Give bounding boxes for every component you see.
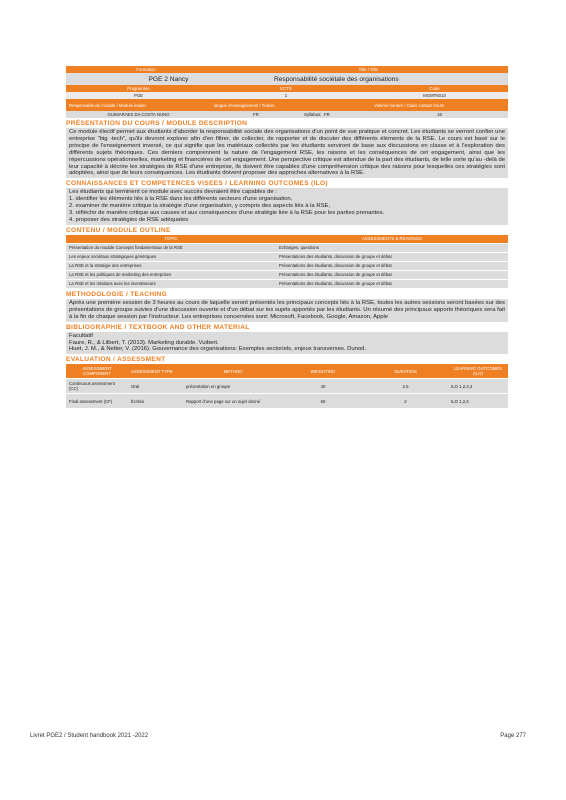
outline-assessment: Présentations des étudiants, discussion de groupe et débat [279, 281, 392, 287]
bibliography-item: Huet, J. M., & Netter, V. (2016). Gouvernance des organisations: Exemples sectoriels, enjeux transverses. Dunod. [69, 346, 367, 353]
outline-heading: CONTENU / MODULE OUTLINE [66, 226, 171, 234]
programme-label: Programme [127, 86, 150, 91]
footer-handbook-label: Livret PGE2 / Student handbook 2021 -2022 [30, 733, 149, 739]
outline-assessment: Echanges, questions [279, 245, 319, 251]
ilo-item: 1. identifier les éléments liés à la RSE dans les différents secteurs d'une organisation, [69, 196, 293, 203]
eval-col-component: ASSESSMENT COMPONENT [82, 366, 112, 377]
ilo-item: 3. réfléchir de manière critique aux causes et aux conséquences d'une stratégie liée à la RSE pour les parties prenantes. [69, 210, 385, 217]
outline-assessment: Présentations des étudiants, discussion de groupe et débat [279, 254, 392, 260]
eval-duration: 2.5 [402, 383, 409, 389]
title-label: Title / Title [358, 67, 378, 72]
eval-type: Écrites [131, 398, 145, 404]
teaching-text: Après une première session de 3 heures au cours de laquelle seront présentés les principaux concepts liés à la RSE, toutes les autres sessions seront basées sur des présentations de groupe suivies d'une discussion ouverte et d'un débat sur les sujets apportés par les étudiants. Un résumé des principaux apports théoriques sera fait à la fin de chaque session par l'instructeur. Les entreprises concernées sont: Microsoft, Facebook, Google, Amazon, Apple [66, 299, 508, 322]
program-short: PGE 2 Nancy [148, 75, 189, 83]
programme-value: PGE [133, 93, 144, 98]
eval-component: Continuous assessment (CC) [69, 381, 115, 392]
eval-duration: 2 [404, 398, 407, 404]
ilo-heading: CONNAISSANCES ET COMPETENCES VISEES / LEARNING OUTCOMES (ILO) [66, 180, 328, 188]
table-row [66, 244, 508, 253]
page-number: Page 277 [500, 733, 526, 739]
eval-ilo: ILO 1,2,3 [451, 398, 469, 404]
ilo-item: 2. examiner de manière critique la stratégie d'une organisation, y compris des aspects liés à la RSE, [69, 203, 331, 210]
syllabus-label: Syllabus: [304, 112, 321, 117]
table-row [66, 280, 508, 289]
ilo-item: 4. proposer des stratégies de RSE adéquates [69, 216, 189, 223]
code-label: Code [429, 86, 440, 91]
outline-topic: La RSE et les relations avec les investisseurs [69, 281, 156, 287]
eval-col-duration: DURATION [394, 368, 417, 374]
responsable-label: Responsable de module / Module leader [69, 102, 147, 108]
outline-topic: Présentation du module Concepts fondamentaux de la RSE [69, 245, 183, 251]
langue-value: FR [253, 112, 259, 117]
bibliography-heading: BIBLIOGRAPHIE / TEXTBOOK AND OTHER MATERIAL [66, 323, 250, 331]
code-value: MGMT6010 [423, 93, 446, 98]
volume-value: 16 [437, 112, 442, 117]
ilo-intro: Les étudiants qui terminent ce module avec succès devraient être capables de : [69, 189, 277, 196]
teaching-heading: METHODOLOGIE / TEACHING [66, 290, 168, 298]
table-row [66, 394, 508, 409]
table-row [66, 253, 508, 262]
outline-topic: Les enjeux sociétaux stratégiques génériques [69, 254, 157, 260]
syllabus-value: FR [324, 112, 330, 117]
formation-label: Formation [136, 67, 156, 72]
outline-topic: La RSE et la stratégie des entreprises [69, 263, 142, 269]
eval-col-type: ASSESSMENT TYPE [131, 368, 173, 374]
page-footer [30, 733, 526, 739]
outline-col-topic: TOPIC [164, 236, 178, 242]
eval-method: Rapport d'une page sur un sujet donné [186, 398, 261, 404]
header-values-row-1 [66, 73, 508, 85]
header-labels-row-3 [66, 99, 508, 111]
eval-weighting: 40 [320, 383, 326, 389]
eval-col-method: METHOD [223, 368, 243, 374]
outline-assessment: Présentations des étudiants, discussion de groupe et débat [279, 263, 392, 269]
bibliography-label: Facultatif [69, 332, 93, 339]
table-row [66, 271, 508, 280]
eval-col-ilo: LEARNING OUTCOMES (ILO) [454, 366, 502, 377]
table-row [66, 262, 508, 271]
eval-ilo: ILO 1,2,3,4 [451, 383, 473, 389]
bibliography-item: Faure, R., & Lilbert, T. (2013). Marketing durable. Vuibert. [69, 339, 219, 346]
ilo-box [66, 188, 508, 225]
table-row [66, 379, 508, 394]
eval-type: Oral [131, 383, 140, 389]
outline-header-row [66, 235, 508, 244]
header-values-row-3 [66, 111, 508, 118]
eval-method: présentation en groupe [186, 383, 231, 389]
responsable-value: GUIMARAES DA COSTA NUNO [107, 112, 170, 117]
evaluation-table [66, 364, 508, 409]
evaluation-header-row [66, 364, 508, 379]
presentation-heading: PRÉSENTATION DU COURS / MODULE DESCRIPTION [66, 120, 248, 127]
ects-label: ECTS [280, 86, 292, 91]
outline-table [66, 235, 508, 289]
evaluation-heading: EVALUATION / ASSESSMENT [66, 356, 166, 364]
header-labels-row-1 [66, 66, 508, 73]
ects-value: 1 [284, 93, 288, 98]
outline-topic: La RSE et les politiques de marketing des entreprises [69, 272, 172, 278]
outline-col-assessment: ASSESSMENTS & READINGS [362, 236, 422, 242]
bibliography-box [66, 332, 508, 355]
eval-component: Final assessment (CF) [69, 398, 113, 404]
syllabus-page [66, 66, 508, 409]
header-values-row-2 [66, 92, 508, 99]
eval-col-weighting: WEIGHTING [310, 368, 336, 374]
course-title: Responsabilité sociétale des organisations [274, 75, 399, 83]
header-labels-row-2 [66, 85, 508, 92]
langue-label: langue d'enseignement / Tuition [214, 102, 275, 108]
volume-label: Volume horaire / Class contact hours [374, 102, 445, 108]
presentation-text: Ce module électif permet aux étudiants d'aborder la responsabilité sociale des organisations d'un point de vue pratique et concret. Les étudiants se verront confier une entreprise "big -tech", qu'ils devront explorer afin d'en filtrer, de collecter, de rapporter et de discuter des différents éléments de la RSE. Le cours est basé sur le principe de l'enseignement inversé, ce qui signifie que les matériaux collectés par les étudiants serviront de base aux discussions en classe et à l'exploration des différents sujets théoriques. Ces derniers comprennent la nature de l'engagement RSE, les raisons et les conséquences de cet engagement, ainsi que les répercussions opérationnelles, marketing et financières de cet engagement. Une perspective critique est attendue de la part des étudiants, de telle sorte qu'au -delà de leur capacité à décrire les stratégies de RSE d'une entreprise, ils doivent être capables d'une compréhension critique des raisons pour lesquelles ces stratégies sont adoptées, ainsi que de leurs conséquences. Les étudiants doivent proposer des approches alternatives à la RSE. [66, 128, 508, 178]
outline-assessment: Présentations des étudiants, discussion de groupe et débat [279, 272, 392, 278]
eval-weighting: 60 [320, 398, 326, 404]
